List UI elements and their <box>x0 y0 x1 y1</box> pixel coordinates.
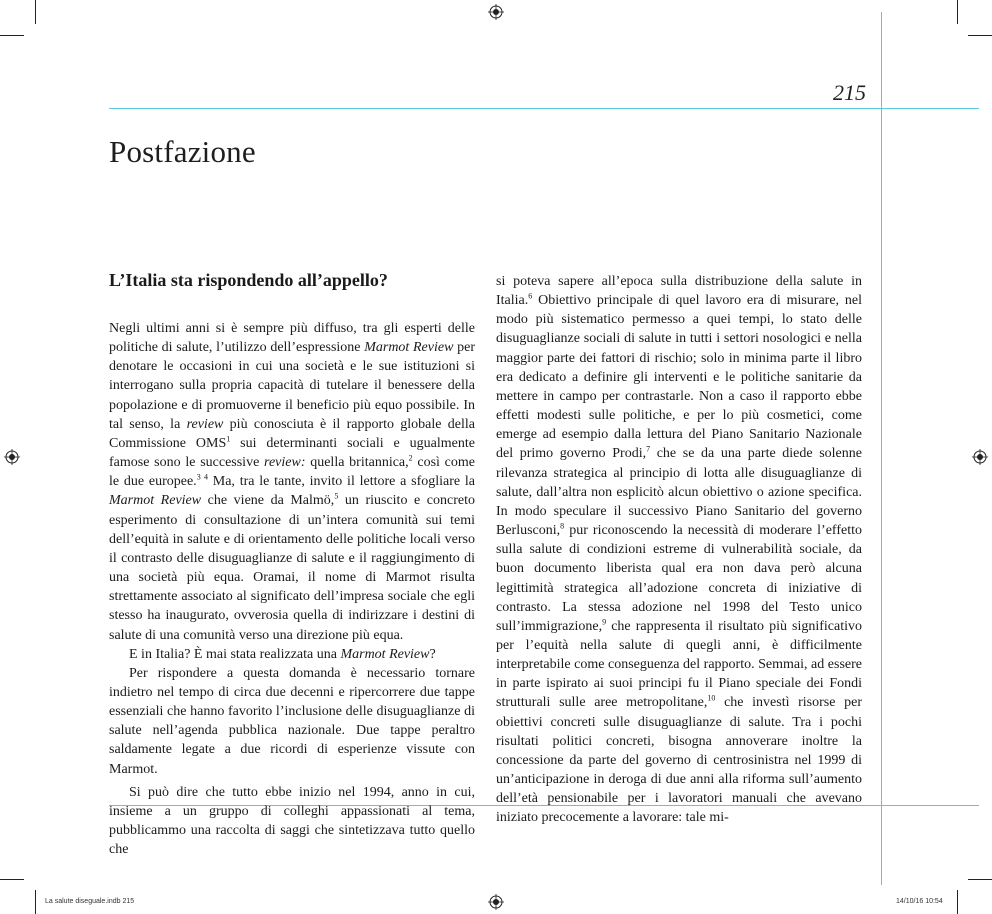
paragraph: Negli ultimi anni si è sempre più diffuso, tra gli esperti delle politiche di salute, l’utilizzo dell’espressione Marmot Review per denotare le occasioni in cui una società e le sue istituzioni si interrogano sulla propria capacità di tutelare il benessere della popolazione e di promuoverne il beneficio più equo possibile. In tal senso, la review più conosciuta è il rapporto globale della Commissione OMS$^1$ sui determinanti sociali e ugualmente famose sono le successive review: quella britannica,$^2$ così come le due europee.$^{3 4}$ Ma, tra le tante, invito il lettore a sfogliare la Marmot Review che viene da Malmö,$^5$ un riuscito e concreto esperimento di consultazione di un’intera comunità sui temi dell’equità in salute e di orientamento delle politiche locali verso il contrasto delle disuguaglianze di salute e il raggiungimento di una società più equa. Oramai, il nome di Marmot risulta strettamente associato al significato dell’impresa sociale che egli stesso ha inaugurato, ovverosia quella di indirizzare i destini di salute di una comunità verso una direzione più equa. <box>109 321 476 643</box>
crop-mark-bottom-right-horizontal <box>968 879 992 880</box>
crop-mark-bottom-left-vertical <box>35 890 36 914</box>
crop-mark-top-left-vertical <box>35 0 36 24</box>
footnote-ref: 5 <box>334 491 339 501</box>
footnote-ref: 7 <box>646 444 651 454</box>
crop-mark-top-right-vertical <box>957 0 958 24</box>
registration-mark-icon <box>488 4 504 20</box>
section-heading: L’Italia sta rispondendo all’appello? <box>109 270 388 290</box>
crop-mark-bottom-right-vertical <box>957 890 958 914</box>
footer-timestamp: 14/10/16 10:54 <box>896 898 943 905</box>
paragraph: si poteva sapere all’epoca sulla distribuzione della salute in Italia.$^6$ Obiettivo principale di quel lavoro era di misurare, nel modo più sistematico permesso a quei tempi, lo stato delle disuguaglianze sociali di salute in tutti i settori nosologici e nella maggior parte dei fattori di rischio; solo in minima parte il libro era dedicato a definire gli interventi e le politiche sanitarie da mettere in campo per contrastarle. Non a caso il rapporto ebbe effetti modesti sulle politiche, e per lo più cosmetici, come emerge ad esempio dalla lettura del Piano Sanitario Nazionale del primo governo Prodi,$^7$ che se da una parte diede solenne rilevanza strategica al principio di lotta alle disuguaglianze di salute, dall’altra non esplicitò alcun obiettivo o azione specifica. In modo speculare il successivo Piano Sanitario del governo Berlusconi,$^8$ pur riconoscendo la necessità di moderare l’effetto sulla salute di condizioni estreme di vulnerabilità sociale, da buon documento liberista qual era non dava però alcuna legittimità strategica all’adozione concreta di iniziative di contrasto. La stessa adozione nel 1998 del Testo unico sull’immigrazione,$^9$ che rappresenta il risultato più significativo per l’equità nella salute di quegli anni, è difficilmente interpretabile come conseguenza del rapporto. Semmai, ad essere in parte ispirato ai suoi principi fu il Piano speciale dei Fondi strutturali sulle aree metropolitane,$^{10}$ che investì risorse per obiettivi concreti sulle disuguaglianze di salute. Tra i pochi risultati politici concreti, bisogna annoverare inoltre la concessione da parte del governo di centrosinistra nel 1999 di un’anticipazione in deroga di due anni alla riforma sull’aumento dell’età pensionabile per i lavoratori manuali che avevano iniziato precocemente a lavorare: tale mi- <box>496 274 862 826</box>
crop-mark-bottom-left-horizontal <box>0 879 24 880</box>
paragraph: Si può dire che tutto ebbe inizio nel 1994, anno in cui, insieme a un gruppo di colleghi appassionati al tema, pubblicammo una raccolta di saggi che sintetizzava tutto quello che <box>109 784 475 858</box>
right-column <box>496 272 862 828</box>
paragraph: Per rispondere a questa domanda è necessario tornare indietro nel tempo di circa due decenni e ripercorrere due tappe essenziali che hanno favorito l’inclusione delle disuguaglianze di salute nell’agenda pubblica nazionale. Due tappe peraltro saldamente legate a due ricordi di esperienze vissute con Marmot. <box>109 665 475 777</box>
crop-mark-top-right-horizontal <box>968 35 992 36</box>
left-column <box>109 270 475 859</box>
footnote-ref: 8 <box>560 521 565 531</box>
registration-mark-icon <box>4 449 20 465</box>
paragraph: E in Italia? È mai stata realizzata una Marmot Review? <box>129 646 436 662</box>
page-number: 215 <box>833 80 866 105</box>
footnote-ref: 10 <box>707 693 716 703</box>
footer-file-info: La salute diseguale.indb 215 <box>45 898 135 905</box>
registration-mark-icon <box>972 449 988 465</box>
footnote-ref: 3 4 <box>196 472 208 482</box>
guide-line-right-vertical <box>881 12 882 885</box>
footnote-ref: 6 <box>528 291 533 301</box>
chapter-title: Postfazione <box>109 134 256 169</box>
registration-mark-icon <box>488 894 504 910</box>
guide-line-top-horizontal <box>109 108 979 109</box>
footnote-ref: 9 <box>602 617 607 627</box>
footnote-ref: 2 <box>408 453 413 463</box>
footnote-ref: 1 <box>226 434 231 444</box>
crop-mark-top-left-horizontal <box>0 35 24 36</box>
